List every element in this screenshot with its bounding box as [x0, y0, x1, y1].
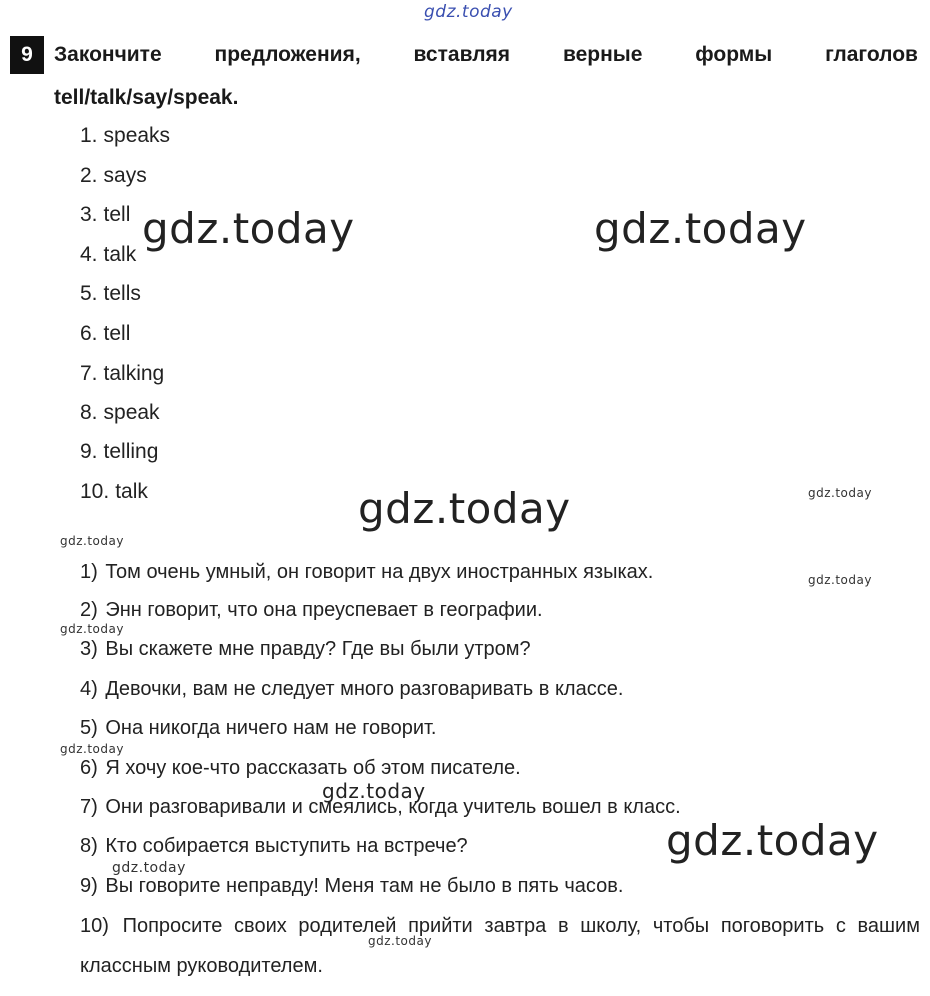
instruction-word: предложения,	[214, 43, 361, 66]
answer-item	[80, 203, 130, 227]
watermark: gdz.today	[60, 742, 124, 756]
answer-item	[80, 124, 170, 148]
translation-item	[80, 599, 543, 622]
translation-item	[80, 757, 521, 780]
watermark: gdz.today	[112, 860, 186, 876]
translation-text: Попросите своих родителей прийти завтра в школу, чтобы поговорить с вашим классным руководителем.	[80, 915, 920, 977]
exercise-number-badge: 9	[10, 36, 44, 74]
translation-text: Она никогда ничего нам не говорит.	[105, 717, 437, 739]
instruction-line-2: tell/talk/say/speak.	[54, 86, 239, 109]
answer-index: 9.	[80, 440, 98, 463]
answer-item	[80, 480, 148, 504]
answer-item	[80, 401, 160, 425]
translation-index: 8)	[80, 835, 98, 857]
instruction-word: формы	[695, 43, 773, 66]
answer-text: speak	[103, 401, 160, 424]
answer-index: 6.	[80, 322, 98, 345]
translation-index: 1)	[80, 561, 98, 583]
instruction-word: верные	[562, 43, 643, 66]
translation-index: 3)	[80, 638, 98, 660]
instruction-word: вставляя	[413, 43, 511, 66]
answer-index: 3.	[80, 203, 98, 226]
answer-item	[80, 362, 164, 386]
watermark: gdz.today	[808, 573, 872, 587]
answer-text: tells	[103, 282, 141, 305]
translation-index: 2)	[80, 599, 98, 621]
translation-text: Том очень умный, он говорит на двух иностранных языках.	[105, 561, 654, 583]
watermark: gdz.today	[60, 622, 124, 636]
translation-item	[80, 906, 920, 986]
translation-item	[80, 561, 653, 584]
translation-item	[80, 835, 468, 858]
answer-item	[80, 243, 136, 267]
answer-index: 10.	[80, 480, 110, 503]
translation-text: Они разговаривали и смеялись, когда учитель вошел в класс.	[105, 796, 681, 818]
watermark: gdz.today	[358, 484, 571, 533]
translation-item	[80, 638, 531, 661]
translation-item	[80, 678, 623, 701]
translation-text: Кто собирается выступить на встрече?	[105, 835, 468, 857]
answer-text: says	[103, 164, 147, 187]
translation-item	[80, 717, 437, 740]
answer-text: talk	[115, 480, 148, 503]
watermark: gdz.today	[60, 534, 124, 548]
translation-item	[80, 875, 623, 898]
translation-text: Девочки, вам не следует много разговаривать в классе.	[105, 678, 624, 700]
answer-text: speaks	[103, 124, 171, 147]
answer-item	[80, 282, 141, 306]
translation-index: 4)	[80, 678, 98, 700]
translation-index: 6)	[80, 757, 98, 779]
answer-index: 8.	[80, 401, 98, 424]
answer-index: 1.	[80, 124, 98, 147]
translation-index: 5)	[80, 717, 98, 739]
watermark: gdz.today	[322, 779, 426, 803]
watermark-top: gdz.today	[424, 2, 513, 22]
translation-index: 10)	[80, 915, 109, 937]
watermark: gdz.today	[666, 816, 879, 865]
translation-text: Я хочу кое-что рассказать об этом писателе.	[105, 757, 521, 779]
answer-index: 4.	[80, 243, 98, 266]
translation-text: Вы говорите неправду! Меня там не было в пять часов.	[105, 875, 624, 897]
answer-index: 5.	[80, 282, 98, 305]
answer-text: telling	[103, 440, 159, 463]
watermark: gdz.today	[368, 934, 432, 948]
answer-text: talking	[103, 362, 165, 385]
answer-item	[80, 164, 147, 188]
translation-index: 9)	[80, 875, 98, 897]
answer-index: 2.	[80, 164, 98, 187]
answer-item	[80, 440, 158, 464]
instruction-word: глаголов	[825, 43, 918, 66]
translation-text: Вы скажете мне правду? Где вы были утром?	[105, 638, 531, 660]
watermark: gdz.today	[594, 204, 807, 253]
instruction-word: Закончите	[54, 43, 162, 66]
watermark: gdz.today	[808, 486, 872, 500]
watermark: gdz.today	[142, 204, 355, 253]
answer-item	[80, 322, 130, 346]
translation-index: 7)	[80, 796, 98, 818]
answer-index: 7.	[80, 362, 98, 385]
instruction-line-1	[54, 43, 918, 67]
answer-text: tell	[103, 322, 131, 345]
answer-text: tell	[103, 203, 131, 226]
answer-text: talk	[103, 243, 137, 266]
translation-text: Энн говорит, что она преуспевает в географии.	[105, 599, 543, 621]
